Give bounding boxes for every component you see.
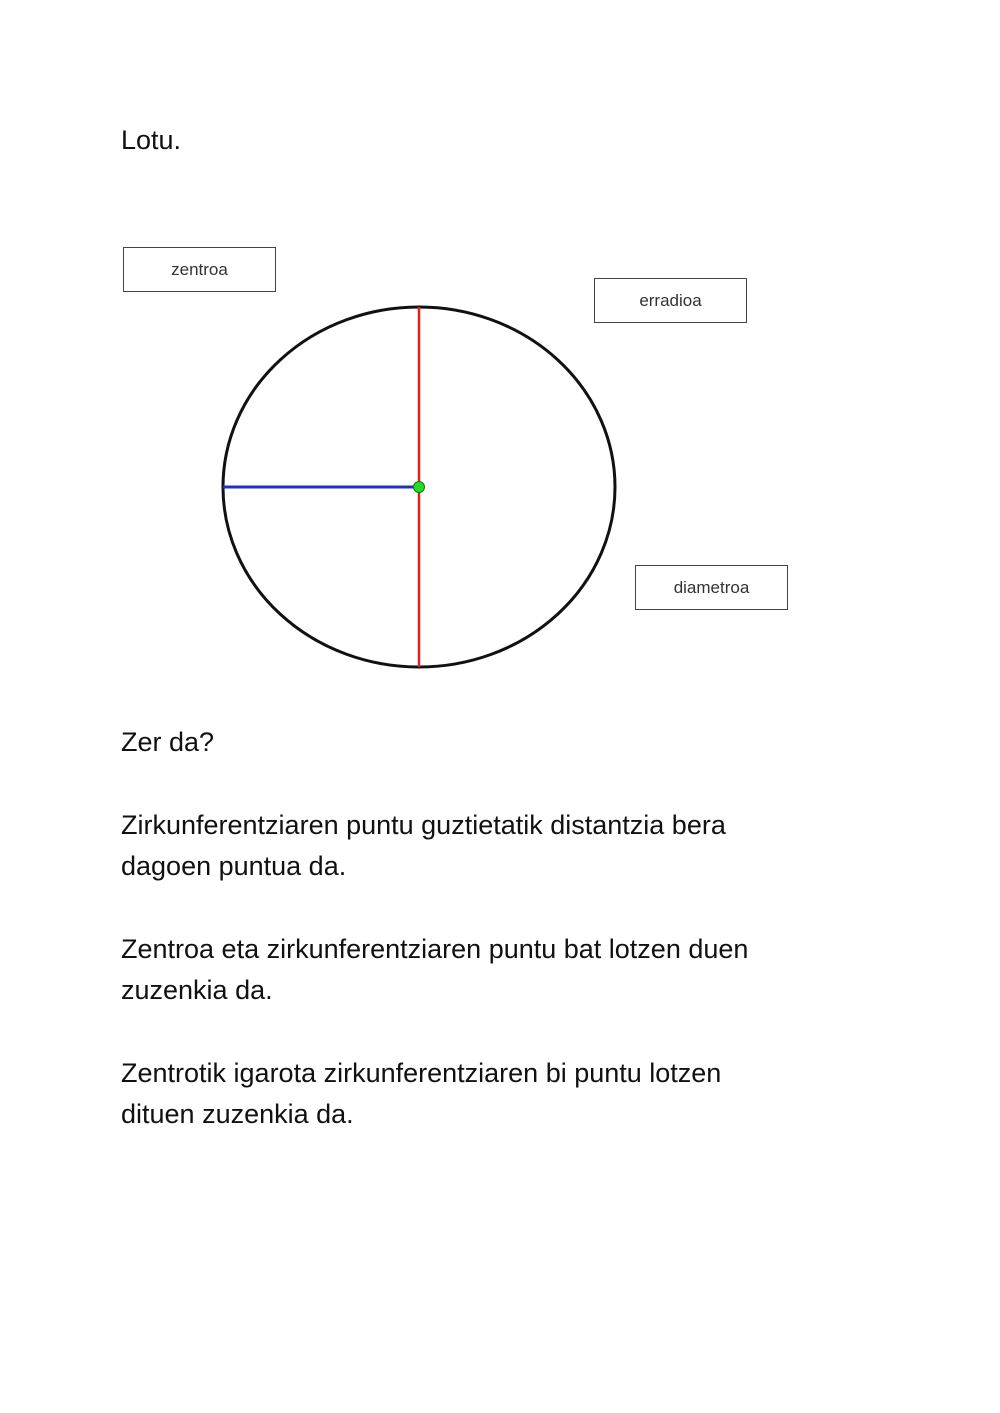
center-point (414, 482, 425, 493)
label-box-diametroa[interactable] (635, 565, 788, 610)
label-zentroa: zentroa (171, 259, 228, 279)
definition-diameter (121, 1053, 881, 1135)
label-erradioa: erradioa (639, 290, 702, 310)
definition-line: Zentroa eta zirkunferentziaren puntu bat lotzen duen (121, 934, 749, 964)
label-diametroa: diametroa (673, 577, 750, 597)
definition-center (121, 805, 881, 887)
definition-line: Zirkunferentziaren puntu guztietatik distantzia bera (121, 810, 726, 840)
definition-line: zuzenkia da. (121, 975, 273, 1005)
label-box-erradioa[interactable] (594, 278, 747, 323)
circle-diagram (120, 245, 795, 675)
definition-line: dituen zuzenkia da. (121, 1099, 354, 1129)
label-box-zentroa[interactable] (123, 247, 276, 292)
definition-line: dagoen puntua da. (121, 851, 347, 881)
definition-line: Zentrotik igarota zirkunferentziaren bi puntu lotzen (121, 1058, 722, 1088)
definition-radius (121, 929, 881, 1011)
question-heading: Zer da? (121, 727, 215, 757)
page-title: Lotu. (121, 125, 182, 155)
